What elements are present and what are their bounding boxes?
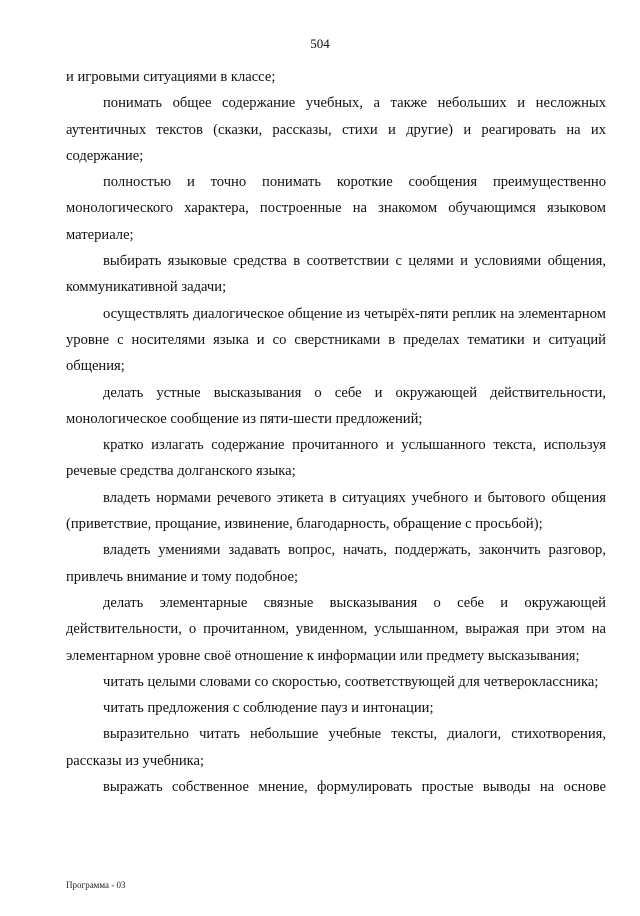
paragraph: и игровыми ситуациями в классе; <box>66 69 276 85</box>
paragraph: выбирать языковые средства в соответствии с целями и условиями общения, коммуникативной задачи; <box>66 253 606 296</box>
paragraph: понимать общее содержание учебных, а также небольших и несложных аутентичных текстов (сказки, рассказы, стихи и другие) и реагировать на их содержание; <box>66 95 606 164</box>
paragraph: выразительно читать небольшие учебные тексты, диалоги, стихотворения, рассказы из учебника; <box>66 726 606 769</box>
paragraph: кратко излагать содержание прочитанного и услышанного текста, используя речевые средства долганского языка; <box>66 437 606 480</box>
paragraph: делать устные высказывания о себе и окружающей действительности, монологическое сообщение из пяти-шести предложений; <box>66 384 606 427</box>
footer-label: Программа - 03 <box>66 880 126 890</box>
paragraph: читать предложения с соблюдение пауз и интонации; <box>103 700 434 717</box>
paragraph: читать целыми словами со скоростью, соответствующей для четвероклассника; <box>103 673 599 690</box>
paragraph: владеть нормами речевого этикета в ситуациях учебного и бытового общения (приветствие, прощание, извинение, благодарность, обращение с просьбой); <box>66 489 606 533</box>
paragraph: делать элементарные связные высказывания о себе и окружающей действительности, о прочитанном, увиденном, услышанном, выражая при этом на элементарном уровне своё отношение к информации или предмету высказывания; <box>66 594 606 664</box>
paragraph: полностью и точно понимать короткие сообщения преимущественно монологического характера, построенные на знакомом обучающимся языковом материале; <box>66 174 606 243</box>
paragraph: выражать собственное мнение, формулировать простые выводы на основе <box>103 779 606 796</box>
paragraph: осуществлять диалогическое общение из четырёх-пяти реплик на элементарном уровне с носителями языка и со сверстниками в пределах тематики и ситуаций общения; <box>66 305 606 375</box>
document-body <box>66 64 606 800</box>
page-number: 504 <box>310 36 330 51</box>
paragraph: владеть умениями задавать вопрос, начать, поддержать, закончить разговор, привлечь внимание и тому подобное; <box>66 542 606 585</box>
